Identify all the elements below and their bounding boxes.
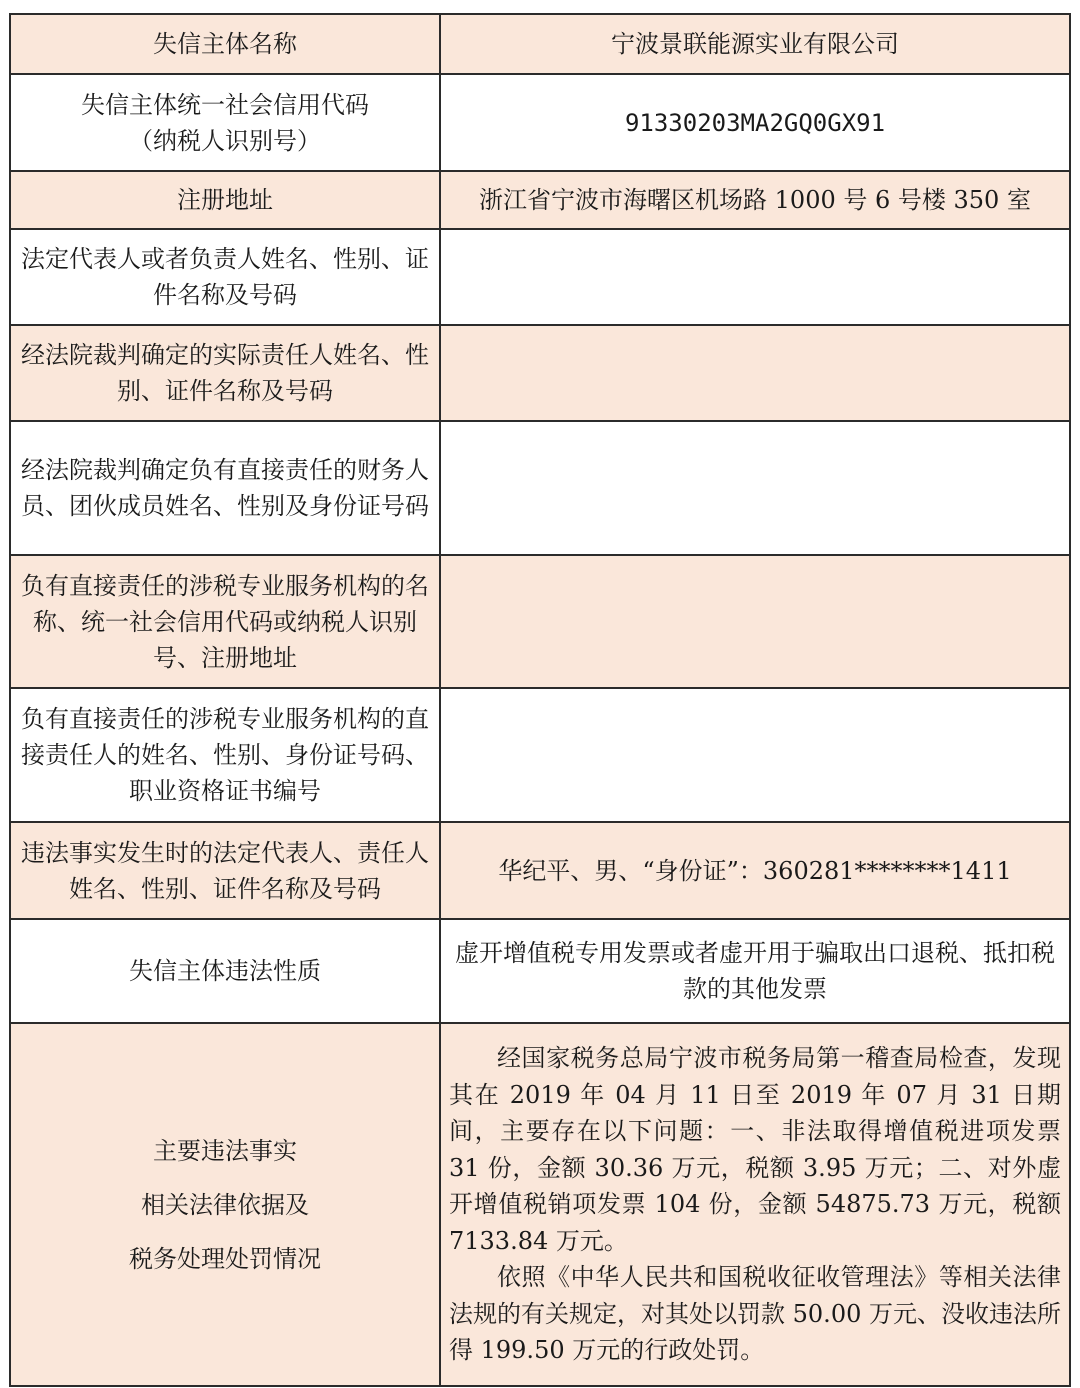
table-row <box>10 1023 1070 1386</box>
row-label-address: 注册地址 <box>10 171 440 229</box>
table-row <box>10 229 1070 325</box>
row-label-credit-code <box>10 74 440 171</box>
row-label-legal-representative: 法定代表人或者负责人姓名、性别、证件名称及号码 <box>10 229 440 325</box>
row-label-financial-staff: 经法院裁判确定负有直接责任的财务人员、团伙成员姓名、性别及身份证号码 <box>10 421 440 555</box>
table-row <box>10 688 1070 822</box>
row-label-service-agency: 负有直接责任的涉税专业服务机构的名称、统一社会信用代码或纳税人识别号、注册地址 <box>10 555 440 688</box>
tax-violation-table <box>9 13 1071 1387</box>
table-row <box>10 822 1070 919</box>
row-value-legal-representative <box>440 229 1070 325</box>
row-label-actual-responsible: 经法院裁判确定的实际责任人姓名、性别、证件名称及号码 <box>10 325 440 421</box>
row-value-credit-code: 91330203MA2GQ0GX91 <box>440 74 1070 171</box>
row-value-agency-person <box>440 688 1070 822</box>
penalty-paragraph: 依照《中华人民共和国税收征收管理法》等相关法律法规的有关规定，对其处以罚款 50.00 万元、没收违法所得 199.50 万元的行政处罚。 <box>449 1263 1061 1365</box>
facts-label-line1: 主要违法事实 <box>153 1136 297 1165</box>
table-row <box>10 919 1070 1023</box>
table-row <box>10 14 1070 74</box>
row-value-service-agency <box>440 555 1070 688</box>
row-label-violation-nature: 失信主体违法性质 <box>10 919 440 1023</box>
facts-label-line3: 税务处理处罚情况 <box>129 1244 321 1273</box>
table-row <box>10 74 1070 171</box>
row-value-entity-name: 宁波景联能源实业有限公司 <box>440 14 1070 74</box>
row-value-facts-and-penalties <box>440 1023 1070 1386</box>
row-label-representative-at-violation: 违法事实发生时的法定代表人、责任人姓名、性别、证件名称及号码 <box>10 822 440 919</box>
row-label-facts-and-penalties <box>10 1023 440 1386</box>
row-value-representative-at-violation: 华纪平、男、“身份证”：360281********1411 <box>440 822 1070 919</box>
row-value-address: 浙江省宁波市海曙区机场路 1000 号 6 号楼 350 室 <box>440 171 1070 229</box>
table-row <box>10 325 1070 421</box>
credit-code-label-line1: 失信主体统一社会信用代码 <box>81 90 369 119</box>
row-value-financial-staff <box>440 421 1070 555</box>
table-row <box>10 171 1070 229</box>
table-row <box>10 555 1070 688</box>
row-value-actual-responsible <box>440 325 1070 421</box>
row-label-entity-name: 失信主体名称 <box>10 14 440 74</box>
row-label-agency-person: 负有直接责任的涉税专业服务机构的直接责任人的姓名、性别、身份证号码、职业资格证书编号 <box>10 688 440 822</box>
facts-paragraph: 经国家税务总局宁波市税务局第一稽查局检查，发现其在 2019 年 04 月 11 日至 2019 年 07 月 31 日期间，主要存在以下问题：一、非法取得增值税进项发票 31 份，金额 30.36 万元，税额 3.95 万元；二、对外虚开增值税销项发票 104 份，金额 54875.73 万元，税额 7133.84 万元。 <box>449 1044 1061 1255</box>
credit-code-label-line2: （纳税人识别号） <box>129 126 321 155</box>
table-row <box>10 421 1070 555</box>
row-value-violation-nature: 虚开增值税专用发票或者虚开用于骗取出口退税、抵扣税款的其他发票 <box>440 919 1070 1023</box>
facts-label-line2: 相关法律依据及 <box>141 1190 309 1219</box>
